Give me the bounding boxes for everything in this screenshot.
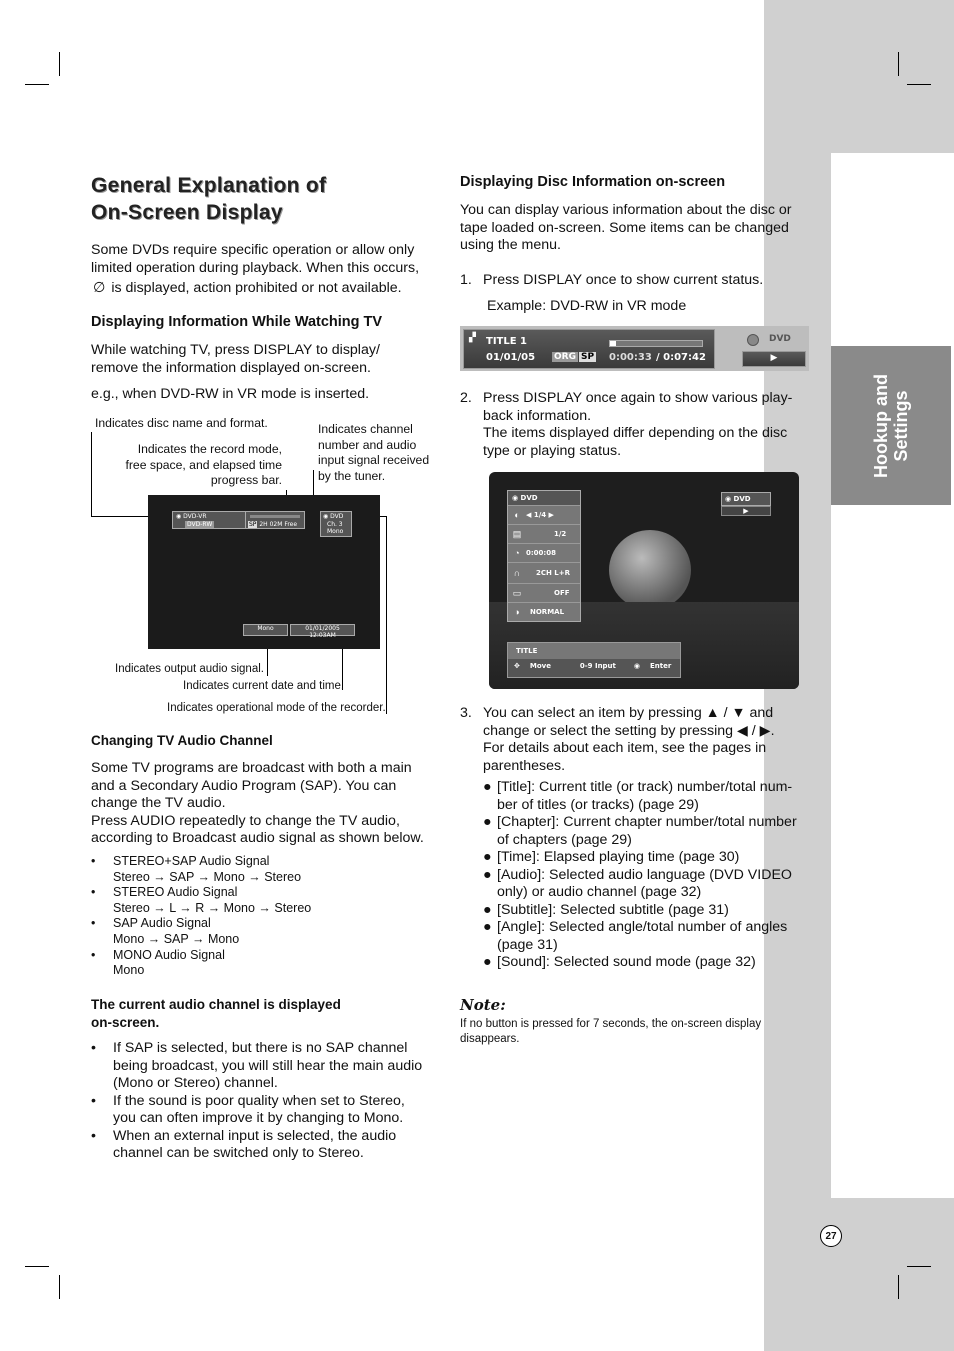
signal-item: • STEREO+SAP Audio Signal Stereo → SAP → Mono → Stereo [91, 854, 302, 884]
margin-band-bottom [764, 1198, 954, 1351]
note-line: When an external input is selected, the audio [113, 1127, 397, 1144]
audio-line: Some TV programs are broadcast with both a main [91, 760, 412, 776]
headphones-icon: ∩ [513, 568, 521, 578]
audio-line: and a Secondary Audio Program (SAP). You can [91, 777, 397, 794]
status-bar-illustration [460, 326, 809, 371]
osd-item: ● [Sound]: Selected sound mode (page 32) [483, 954, 756, 970]
note-line: If SAP is selected, but there is no SAP channel [113, 1040, 408, 1056]
crop-mark [907, 1266, 931, 1267]
callout-op-mode: Indicates operational mode of the recorder. [167, 702, 386, 714]
heading-watching-tv: Displaying Information While Watching TV [91, 314, 383, 330]
page-title [91, 172, 326, 226]
status-date: 01/01/05 [486, 352, 536, 363]
callout-channel [318, 422, 429, 484]
osd-datetime-box: 01/01/2005 12:03AM [290, 624, 355, 636]
note-line: (Mono or Stereo) channel. [113, 1075, 278, 1091]
signal-item: • MONO Audio Signal Mono [91, 947, 225, 978]
intro-line [91, 280, 441, 298]
status-org: ORG [554, 352, 576, 362]
intro-line: Some DVDs require specific operation or allow only [91, 242, 415, 258]
intro-line-text: is displayed, action prohibited or not available. [111, 280, 402, 296]
callout-record-mode [100, 442, 282, 489]
step-line: The items displayed differ depending on the disc [483, 425, 788, 441]
item-line: [Sound]: Selected sound mode (page 32) [497, 954, 756, 970]
item-line: [Subtitle]: Selected subtitle (page 31) [497, 901, 729, 918]
osd-channel-box [320, 511, 352, 537]
osd-item: ● [Chapter]: Current chapter number/total number of chapters (page 29) [483, 814, 797, 848]
audio-signal-list [91, 854, 431, 979]
disc-line: You can display various information about the disc or [460, 202, 792, 218]
osd-format: DVD-RW [187, 521, 213, 528]
osd-src: DVD [330, 513, 344, 520]
move-icon: ✥ [514, 662, 520, 670]
heading-changing-audio: Changing TV Audio Channel [91, 733, 273, 748]
note-line: you can often improve it by changing to Mono. [113, 1110, 404, 1126]
step-line: parentheses. [483, 757, 566, 774]
step-number: 2. [460, 390, 472, 406]
note-text [460, 1017, 810, 1047]
step-line: You can select an item by pressing ▲ / ▼ and [483, 705, 774, 721]
crop-mark [59, 52, 60, 76]
crop-mark [25, 84, 49, 85]
example-label: Example: DVD-RW in VR mode [487, 298, 687, 314]
signal-name: STEREO Audio Signal [113, 885, 238, 900]
enter-icon: ◉ [633, 662, 640, 670]
osd-row [508, 524, 580, 543]
disc-icon [747, 334, 759, 346]
status-play-box: ▶ [742, 351, 806, 367]
crop-mark [59, 1275, 60, 1299]
callout-line: Indicates the record mode, [137, 442, 282, 456]
osd-item: ● [Subtitle]: Selected subtitle (page 31) [483, 901, 729, 918]
callout-disc-name: Indicates disc name and format. [95, 416, 268, 430]
tv-line: remove the information displayed on-screen. [91, 359, 371, 376]
osd-item: ● [Audio]: Selected audio language (DVD VIDEO only) or audio channel (page 32) [483, 866, 792, 900]
note-line: If no button is pressed for 7 seconds, the on-screen display [460, 1018, 762, 1030]
item-line: [Angle]: Selected angle/total number of angles [497, 919, 788, 935]
osd-item: ● [Title]: Current title (or track) number/total num- ber of titles (or tracks) (page 29) [483, 779, 793, 813]
osd-input: 0-9 Input [579, 662, 616, 670]
osd-audio-box: Mono [243, 624, 288, 636]
audio-line: change the TV audio. [91, 795, 226, 811]
osd-mode: SP [249, 521, 257, 528]
crop-mark [25, 1266, 49, 1267]
step-line: change or select the setting by pressing ◀ / ▶. [483, 722, 775, 739]
step-1 [460, 272, 763, 290]
callout-date-time: Indicates current date and time. [183, 680, 345, 692]
intro-line: limited operation during playback. When this occurs, [91, 259, 420, 276]
signal-name: STEREO+SAP Audio Signal [113, 854, 270, 868]
audio-line: Press AUDIO repeatedly to change the TV audio, [91, 812, 400, 829]
tv-line: While watching TV, press DISPLAY to display/ [91, 342, 380, 358]
chapter-icon: ▤ [512, 528, 522, 539]
step-2 [460, 390, 792, 460]
status-src-box [742, 330, 806, 367]
section-tab-label: Hookup and Settings [871, 373, 911, 478]
osd-panel-help [508, 659, 680, 673]
callout-leader [91, 432, 92, 517]
signal-item: • SAP Audio Signal Mono → SAP → Mono [91, 916, 240, 946]
background-sphere [609, 530, 691, 610]
callout-line: progress bar. [210, 473, 282, 487]
osd-row [508, 562, 580, 583]
disc-icon: ◉ [176, 513, 184, 520]
osd-row-value: 0:00:08 [526, 549, 556, 557]
audio-line: according to Broadcast audio signal as shown below. [91, 830, 424, 846]
osd-ch: Ch. 3 [327, 521, 343, 528]
osd-menu [507, 490, 581, 622]
osd-row-value: OFF [554, 589, 570, 597]
note-item: • If SAP is selected, but there is no SAP channel being broadcast, you will still hear the main audio (Mono or Stereo) channel. [91, 1040, 423, 1091]
section-tab-label-wrap [831, 346, 951, 505]
osd-row [508, 602, 580, 621]
step-line: back information. [483, 407, 592, 424]
item-line: only) or audio channel (page 32) [497, 884, 702, 900]
callout-line: input signal received [318, 453, 430, 467]
item-line: [Audio]: Selected audio language (DVD VIDEO [497, 866, 792, 883]
disc-line: tape loaded on-screen. Some items can be changed [460, 219, 789, 236]
osd-src-label: DVD [733, 495, 751, 503]
crop-mark [907, 84, 931, 85]
item-line: of chapters (page 29) [497, 831, 632, 848]
note-item: • If the sound is poor quality when set to Stereo, you can often improve it by changing to Mono. [91, 1092, 405, 1126]
signal-item: • STEREO Audio Signal Stereo → L → R → Mono → Stereo [91, 885, 312, 915]
heading-current-audio [91, 996, 341, 1032]
item-line: [Time]: Elapsed playing time (page 30) [497, 849, 740, 865]
subtitle-icon: ▭ [512, 587, 522, 598]
osd-item-list [483, 779, 813, 972]
tv-screen-illustration [148, 495, 380, 649]
item-line: ber of titles (or tracks) (page 29) [497, 796, 699, 813]
signal-name: MONO Audio Signal [113, 947, 225, 962]
status-total: / 0:07:42 [656, 352, 706, 363]
osd-free: 2H 02M Free [259, 521, 298, 528]
osd-record-box [245, 511, 305, 529]
osd-src-box [721, 492, 771, 520]
osd-title-panel [507, 642, 681, 678]
margin-band-top [764, 0, 954, 153]
osd-panel-title: TITLE [508, 643, 680, 659]
osd-play: ▶ [721, 506, 771, 516]
step-3 [460, 705, 775, 775]
step-text: Press DISPLAY once to show current status. [483, 272, 764, 288]
progress-bar [250, 515, 300, 518]
osd-src: ◉ DVD [721, 492, 771, 506]
status-sp: SP [581, 352, 595, 362]
osd-menu-head: ◉ DVD [508, 491, 580, 505]
status-src: DVD [769, 334, 791, 344]
item-line: [Chapter]: Current chapter number/total number [497, 814, 797, 830]
osd-enter: Enter [649, 662, 672, 670]
osd-disc-box [172, 511, 246, 529]
note-line: channel can be switched only to Stereo. [113, 1145, 364, 1161]
osd-head: DVD [520, 494, 538, 502]
callout-output-audio: Indicates output audio signal. [115, 663, 264, 675]
step-line: For details about each item, see the pages in [483, 740, 767, 756]
osd-item: ● [Time]: Elapsed playing time (page 30) [483, 849, 740, 865]
callout-line: Indicates channel [318, 422, 413, 436]
osd-ch-sub: Mono [327, 528, 344, 535]
title-icon: ▞ [469, 333, 476, 343]
callout-leader [386, 516, 387, 714]
signal-seq: Mono → SAP → Mono [113, 931, 240, 946]
osd-disc: DVD-VR [183, 513, 207, 520]
title-icon: ◐ [514, 510, 520, 520]
signal-name: SAP Audio Signal [113, 916, 211, 931]
step-line: type or playing status. [483, 442, 622, 459]
osd-row [508, 505, 580, 524]
item-line: [Title]: Current title (or track) number/total num- [497, 779, 793, 795]
playback-osd-illustration [489, 472, 799, 689]
note-title: Note: [460, 996, 506, 1014]
signal-seq: Mono [113, 963, 145, 978]
status-progress [609, 340, 703, 347]
step-number: 1. [460, 272, 472, 288]
osd-row-value: NORMAL [530, 608, 565, 616]
sound-icon: ◑ [514, 607, 520, 617]
tv-example: e.g., when DVD-RW in VR mode is inserted. [91, 386, 370, 402]
callout-line: free space, and elapsed time [125, 457, 282, 472]
note-line: being broadcast, you will still hear the main audio [113, 1057, 423, 1074]
intro-text [91, 242, 441, 298]
tv-paragraph [91, 342, 441, 404]
audio-paragraph [91, 760, 441, 848]
disc-paragraph [460, 202, 810, 255]
page-number: 27 [820, 1225, 842, 1247]
prohibit-icon: ∅ [93, 280, 106, 296]
step-number: 3. [460, 705, 472, 721]
audio-notes-list [91, 1040, 441, 1163]
page-title-line1: General Explanation of [91, 174, 327, 197]
page-title-line2: On-Screen Display [91, 201, 283, 224]
note-item: • When an external input is selected, the audio channel can be switched only to Stereo. [91, 1127, 397, 1161]
osd-item: ● [Angle]: Selected angle/total number of angles (page 31) [483, 919, 788, 953]
time-icon: ◔ [514, 548, 520, 558]
osd-row [508, 583, 580, 602]
osd-move: Move [529, 662, 551, 670]
signal-seq: Stereo → L → R → Mono → Stereo [113, 900, 312, 915]
osd-row [508, 543, 580, 562]
heading-disc-info: Displaying Disc Information on-screen [460, 174, 726, 190]
status-elapsed: 0:00:33 [609, 352, 652, 363]
crop-mark [898, 52, 899, 76]
osd-row-value: 2CH L+R [536, 569, 571, 577]
osd-row-value: 1/2 [554, 530, 567, 538]
callout-line: number and audio [318, 437, 417, 452]
callout-line: by the tuner. [318, 468, 386, 483]
status-title: TITLE 1 [486, 336, 528, 347]
disc-line: using the menu. [460, 237, 561, 253]
item-line: (page 31) [497, 936, 558, 953]
signal-seq: Stereo → SAP → Mono → Stereo [113, 869, 302, 884]
crop-mark [898, 1275, 899, 1299]
disc-icon: ◉ [323, 513, 331, 520]
step-line: Press DISPLAY once again to show various play- [483, 390, 793, 406]
heading-line: The current audio channel is displayed [91, 997, 341, 1012]
osd-row-value: ◀ 1/4 ▶ [526, 511, 554, 519]
note-line: disappears. [460, 1033, 520, 1045]
heading-line: on-screen. [91, 1015, 160, 1030]
note-line: If the sound is poor quality when set to Stereo, [113, 1092, 405, 1109]
status-bar-main [463, 329, 715, 369]
